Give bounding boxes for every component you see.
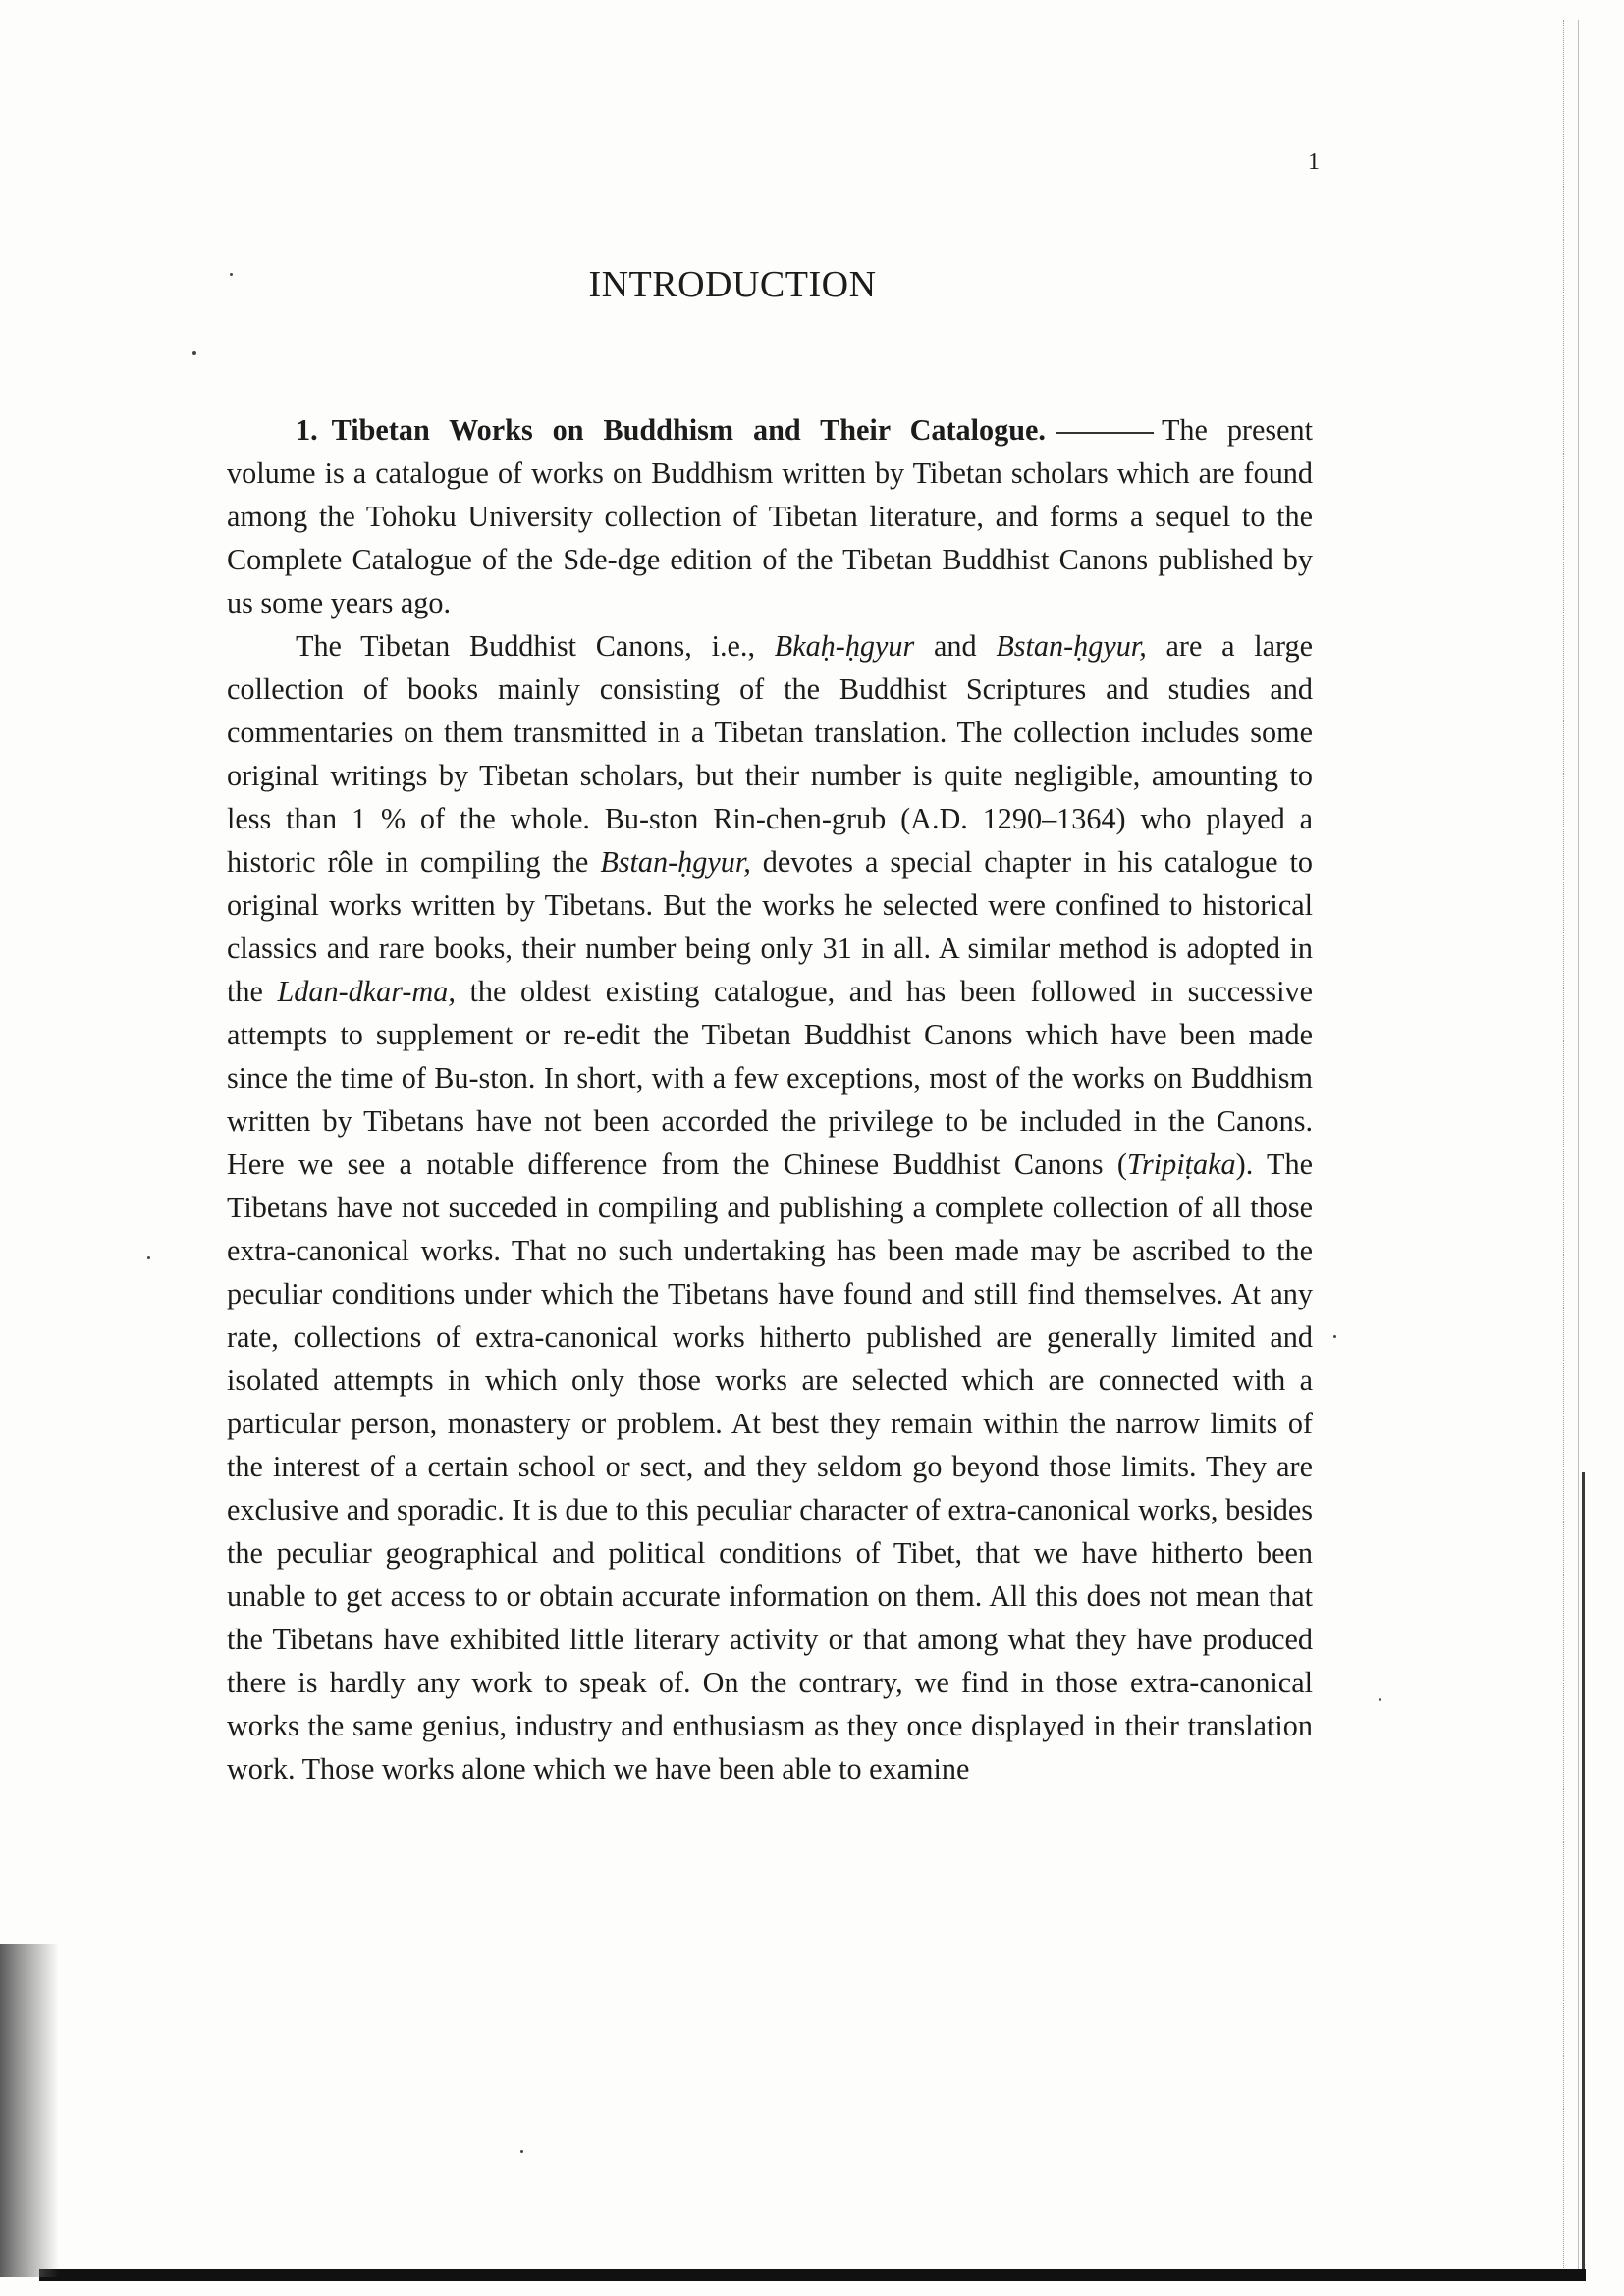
p2-italic-2: Bstan-ḥgyur, <box>996 629 1147 663</box>
page-title: INTRODUCTION <box>588 264 877 305</box>
p2-text-2: and <box>914 629 997 663</box>
section-number: 1. <box>296 413 318 447</box>
p2-text-5: the oldest existing catalogue, and has been followed in successive attempts to supplement or re-edit the Tibetan Buddhist Canons which have been made since the time of Bu-ston. In short, with a few exceptions, most of the works on Buddhism written by Tibetans have not been accorded the privilege to be included in the Canons. Here we see a notable difference from the Chinese Buddhist Canons ( <box>227 975 1313 1181</box>
p2-italic-5: Tripiṭaka <box>1126 1148 1236 1181</box>
page-number: 1 <box>1308 149 1320 175</box>
p2-text-3: are a large collection of books mainly consisting of the Buddhist Scriptures and studies and commentaries on them transmitted in a Tibetan translation. The collection includes some original writings by Tibetan scholars, but their number is quite negligible, amounting to less than 1 % of the whole. Bu-ston Rin-chen-grub (A.D. 1290–1364) who played a historic rôle in compiling the <box>227 629 1313 879</box>
paragraph-2 <box>227 624 1313 1790</box>
scan-right-edge <box>1563 20 1579 2277</box>
paragraph-1 <box>227 408 1313 624</box>
scan-left-shadow <box>0 1944 59 2277</box>
p2-italic-3: Bstan-ḥgyur, <box>600 845 751 879</box>
heading-dash <box>1056 432 1154 434</box>
scan-bottom-bar <box>39 2269 1586 2281</box>
p2-italic-1: Bkaḥ-ḥgyur <box>774 629 915 663</box>
p2-text-6: ). The Tibetans have not succeded in compiling and publishing a complete collection of all those extra-canonical works. That no such undertaking has been made may be ascribed to the peculiar conditions under which the Tibetans have found and still find themselves. At any rate, collections of extra-canonical works hitherto published are generally limited and isolated attempts in which only those works are selected which are connected with a particular person, monastery or problem. At best they remain within the narrow limits of the interest of a certain school or sect, and they seldom go beyond those limits. They are exclusive and sporadic. It is due to this peculiar character of extra-canonical works, besides the peculiar geographical and political conditions of Tibet, that we have hitherto been unable to get access to or obtain accurate information on them. All this does not mean that the Tibetans have exhibited little literary activity or that among what they have produced there is hardly any work to speak of. On the contrary, we find in those extra-canonical works the same genius, industry and enthusiasm as they once displayed in their translation work. Those works alone which we have been able to examine <box>227 1148 1313 1786</box>
scan-speck <box>520 2150 523 2153</box>
body-text <box>227 408 1313 1790</box>
p2-italic-4: Ldan-dkar-ma, <box>277 975 456 1008</box>
scan-speck <box>1379 1698 1381 1701</box>
scan-speck <box>1333 1335 1336 1338</box>
p2-text-1: The Tibetan Buddhist Canons, i.e., <box>296 629 775 663</box>
scan-speck <box>230 273 233 276</box>
paragraph-1-text: The present volume is a catalogue of works on Buddhism written by Tibetan scholars which are found among the Tohoku University collection of Tibetan literature, and forms a sequel to the Complete Catalogue of the Sde-dge edition of the Tibetan Buddhist Canons published by us some years ago. <box>227 413 1313 619</box>
scan-speck <box>192 351 196 355</box>
p2-text-4: devotes a special chapter in his catalogue to original works written by Tibetans. But the works he selected were confined to historical classics and rare books, their number being only 31 in all. A similar method is adopted in the <box>227 845 1313 1008</box>
section-heading: Tibetan Works on Buddhism and Their Catalogue. <box>331 413 1046 447</box>
scan-right-edge-dark <box>1582 1472 1585 2277</box>
scan-speck <box>147 1256 150 1259</box>
